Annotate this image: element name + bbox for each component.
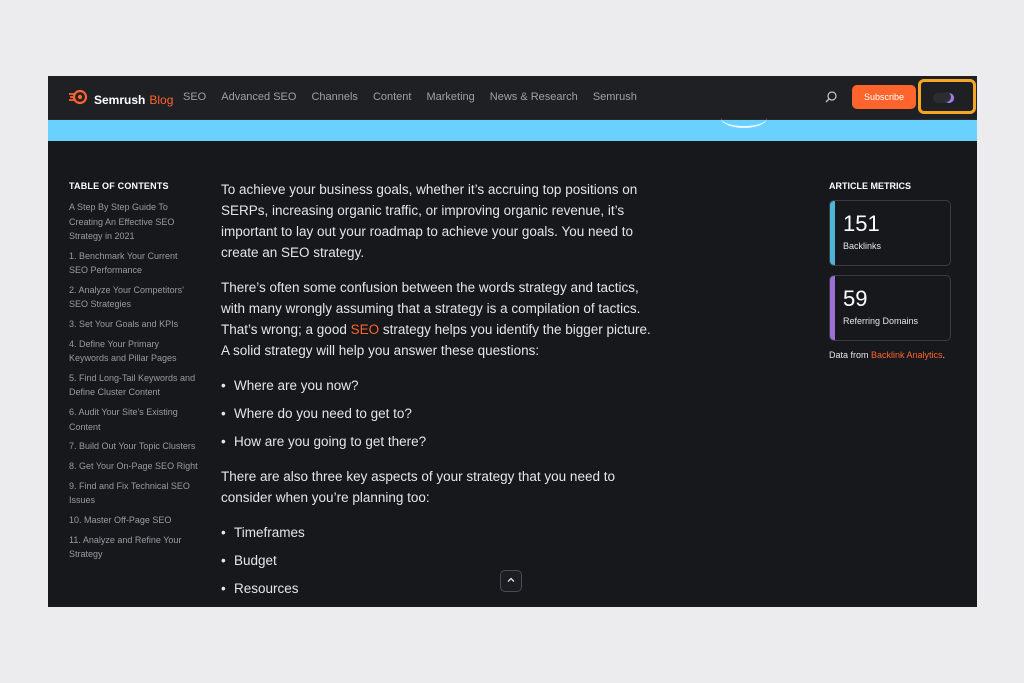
- paragraph-text: There’s often some confusion between the words strategy and tactics, with many wrongly assuming that a strategy is a compilation of tactics. That’s wrong; a good: [221, 280, 641, 337]
- backlinks-card: [829, 200, 951, 266]
- blog-label: Blog: [149, 92, 174, 107]
- article-paragraph: There are also three key aspects of your strategy that you need to consider when you’re planning too:: [221, 469, 615, 505]
- toc-item[interactable]: 8. Get Your On-Page SEO Right: [69, 461, 198, 471]
- article-paragraph: [221, 277, 651, 361]
- data-from-suffix: .: [942, 350, 946, 360]
- questions-list: [221, 375, 651, 452]
- nav-item-content[interactable]: Content: [372, 91, 412, 103]
- toc-item[interactable]: 1. Benchmark Your Current SEO Performance: [69, 250, 178, 276]
- site-header: [48, 76, 977, 120]
- article-body: [221, 179, 651, 607]
- toc-item[interactable]: 11. Analyze and Refine Your Strategy: [69, 534, 182, 560]
- nav-item-advanced-seo[interactable]: Advanced SEO: [221, 91, 297, 103]
- brand-name: Semrush: [94, 92, 146, 107]
- card-accent: [830, 201, 835, 265]
- toc-item[interactable]: 10. Master Off-Page SEO: [69, 514, 172, 525]
- list-item: • Where are you now?: [221, 375, 651, 396]
- metrics-title: ARTICLE METRICS: [829, 181, 911, 191]
- toc-item[interactable]: 9. Find and Fix Technical SEO Issues: [69, 480, 190, 506]
- nav-item-semrush[interactable]: Semrush: [592, 91, 637, 103]
- theme-toggle[interactable]: [933, 93, 955, 103]
- table-of-contents: [69, 181, 199, 567]
- semrush-flame-icon: [68, 89, 90, 110]
- backlinks-label: Backlinks: [843, 241, 882, 251]
- paragraph-text: strategy helps you identify the bigger picture. A solid strategy will help you answer these questions:: [221, 322, 651, 358]
- list-item: • Timeframes: [221, 522, 651, 543]
- hero-banner-strip: [48, 120, 977, 141]
- referring-domains-label: Referring Domains: [843, 316, 919, 326]
- toc-item[interactable]: A Step By Step Guide To Creating An Effective SEO Strategy in 2021: [69, 202, 175, 241]
- article-paragraph: To achieve your business goals, whether it’s accruing top positions on SERPs, increasing organic traffic, or improving organic revenue, it’s important to lay out your roadmap to achieve your goals. You need to create an SEO strategy.: [221, 182, 638, 260]
- scroll-to-top-button[interactable]: [500, 570, 522, 592]
- nav-item-marketing[interactable]: Marketing: [426, 91, 475, 103]
- backlink-analytics-link[interactable]: Backlink Analytics: [871, 350, 943, 360]
- main-nav: [183, 91, 652, 103]
- aspects-list: [221, 522, 651, 599]
- data-source-note: [829, 350, 951, 360]
- toc-item[interactable]: 3. Set Your Goals and KPIs: [69, 319, 179, 330]
- referring-domains-card: [829, 275, 951, 341]
- data-from-prefix: Data from: [829, 350, 872, 360]
- seo-link[interactable]: SEO: [350, 322, 380, 337]
- toc-title: TABLE OF CONTENTS: [69, 181, 169, 191]
- referring-domains-value: 59: [843, 286, 868, 311]
- toc-item[interactable]: 6. Audit Your Site's Existing Content: [69, 407, 178, 432]
- search-icon[interactable]: [824, 90, 838, 104]
- toc-item[interactable]: 4. Define Your Primary Keywords and Pillar Pages: [69, 338, 177, 364]
- banner-decoration: [721, 108, 767, 128]
- chevron-up-icon: [506, 572, 516, 590]
- list-item: • Budget: [221, 550, 651, 571]
- article-metrics: [829, 181, 951, 360]
- nav-item-channels[interactable]: Channels: [311, 91, 358, 103]
- toc-item[interactable]: 7. Build Out Your Topic Clusters: [69, 441, 196, 452]
- nav-item-news-research[interactable]: News & Research: [489, 91, 578, 103]
- card-accent: [830, 276, 835, 340]
- browser-page: [48, 76, 977, 607]
- nav-item-seo[interactable]: SEO: [183, 91, 207, 103]
- toc-item[interactable]: 2. Analyze Your Competitors' SEO Strategies: [69, 284, 184, 310]
- list-item: • Resources: [221, 578, 651, 599]
- list-item: • How are you going to get there?: [221, 431, 651, 452]
- subscribe-button[interactable]: Subscribe: [852, 85, 916, 109]
- theme-toggle-highlight[interactable]: [918, 79, 976, 114]
- moon-toggle-icon: [944, 93, 954, 103]
- list-item: • Where do you need to get to?: [221, 403, 651, 424]
- backlinks-value: 151: [843, 211, 880, 236]
- site-logo[interactable]: [68, 89, 173, 110]
- toc-item[interactable]: 5. Find Long-Tail Keywords and Define Cluster Content: [69, 372, 196, 398]
